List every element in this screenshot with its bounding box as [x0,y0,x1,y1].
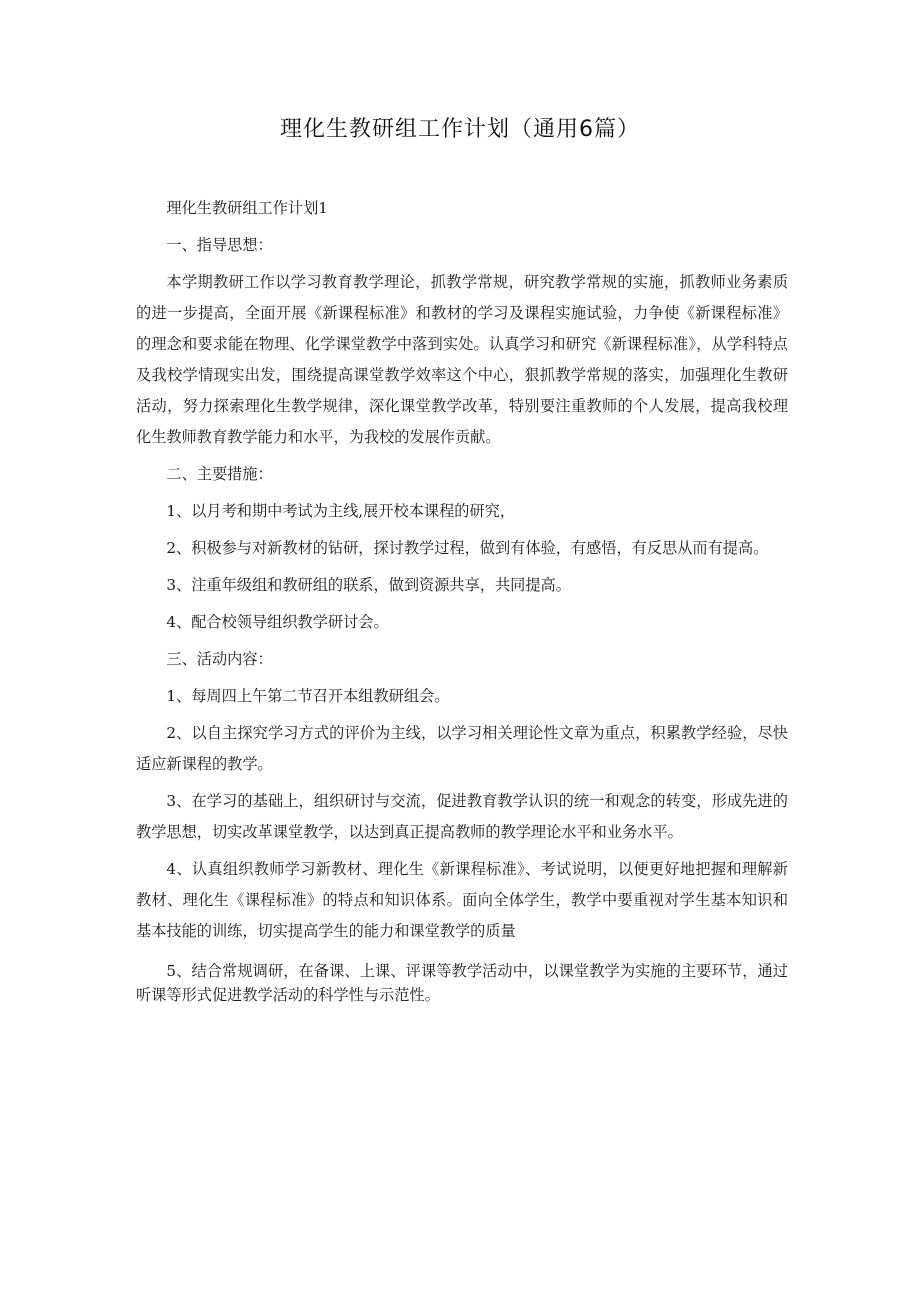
list-item: 2、以自主探究学习方式的评价为主线，以学习相关理论性文章为重点，积累教学经验，尽快适应新课程的教学。 [136,724,788,773]
list-item: 3、在学习的基础上，组织研讨与交流，促进教育教学认识的统一和观念的转变，形成先进的教学思想，切实改革课堂教学，以达到真正提高教师的教学理论水平和业务水平。 [136,792,788,841]
list-item: 3、注重年级组和教研组的联系，做到资源共享，共同提高。 [166,576,571,594]
section-heading: 二、主要措施： [166,465,273,483]
list-item: 1、以月考和期中考试为主线,展开校本课程的研究， [166,502,516,520]
section-heading: 三、活动内容： [166,650,273,668]
list-item: 2、积极参与对新教材的钻研，探讨教学过程，做到有体验，有感悟，有反思从而有提高。 [166,539,769,557]
list-item: 5、结合常规调研，在备课、上课、评课等教学活动中，以课堂教学为实施的主要环节，通过听课等形式促进教学活动的科学性与示范性。 [136,962,788,1004]
section-heading: 理化生教研组工作计划1 [166,199,328,217]
document-body [136,193,788,1013]
list-item: 4、配合校领导组织教学研讨会。 [166,613,389,631]
section-heading: 一、指导思想： [166,236,273,254]
paragraph: 本学期教研工作以学习教育教学理论，抓教学常规，研究教学常规的实施，抓教师业务素质的进一步提高，全面开展《新课程标准》和教材的学习及课程实施试验，力争使《新课程标准》的理念和要求能在物理、化学课堂教学中落到实处。认真学习和研究《新课程标准》，从学科特点及我校学情现实出发，围绕提高课堂教学效率这个中心，狠抓教学常规的落实，加强理化生教研活动，努力探索理化生教学规律，深化课堂教学改革，特别要注重教师的个人发展，提高我校理化生教师教育教学能力和水平，为我校的发展作贡献。 [136,273,788,446]
list-item: 4、认真组织教师学习新教材、理化生《新课程标准》、考试说明，以便更好地把握和理解新教材、理化生《课程标准》的特点和知识体系。面向全体学生，教学中要重视对学生基本知识和基本技能的训练，切实提高学生的能力和课堂教学的质量 [136,860,788,940]
document-title: 理化生教研组工作计划（通用6篇） [280,117,640,142]
list-item: 1、每周四上午第二节召开本组教研组会。 [166,687,450,705]
